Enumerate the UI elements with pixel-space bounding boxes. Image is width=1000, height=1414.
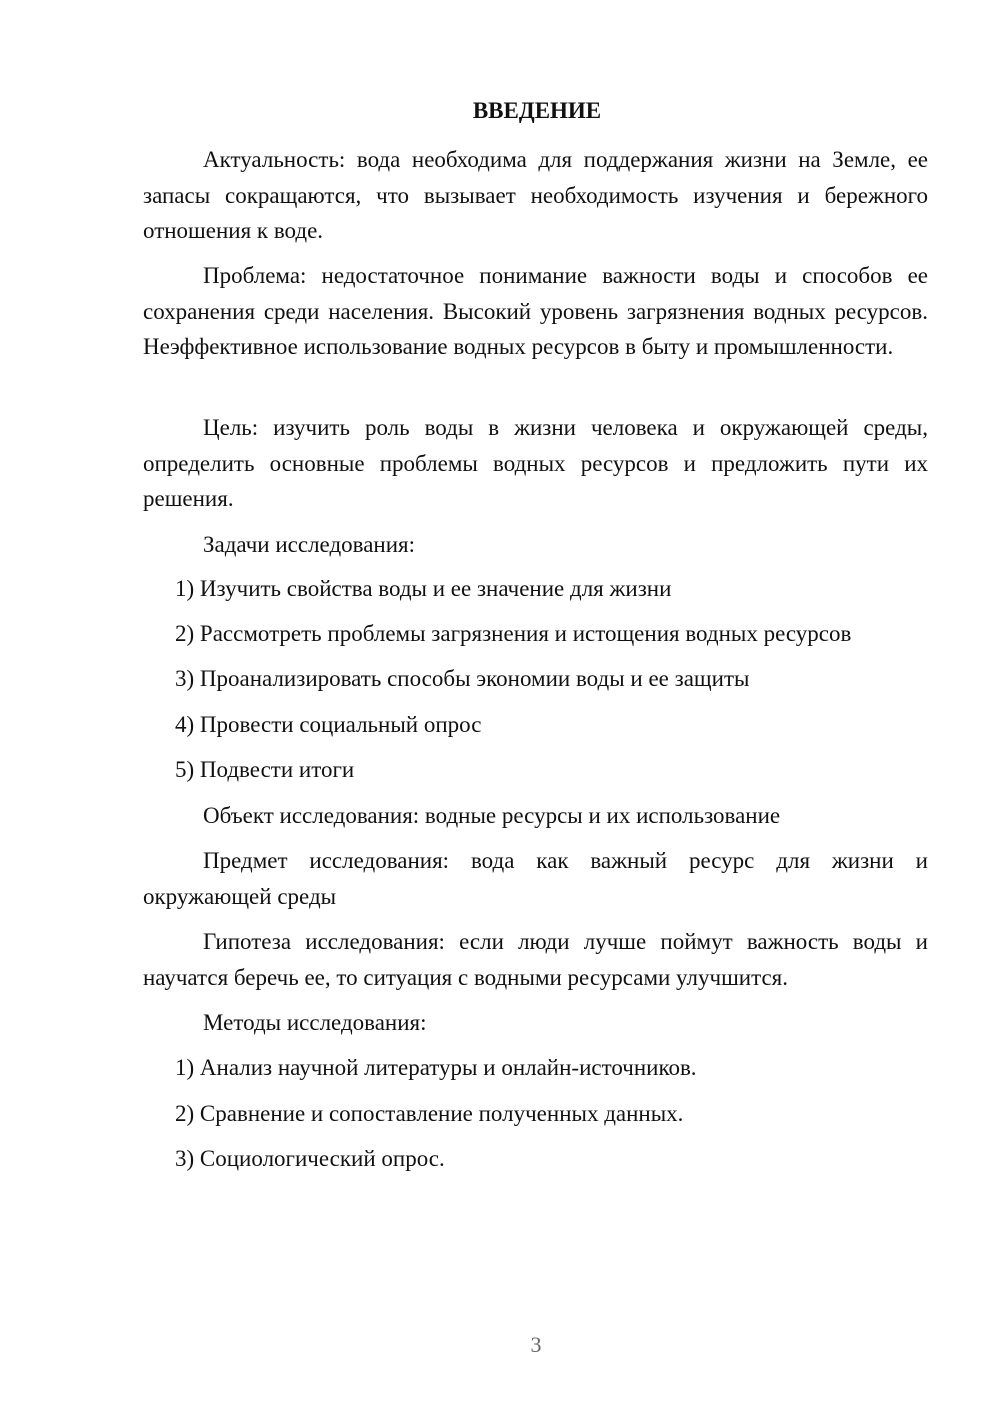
task-item: 4) Провести социальный опрос bbox=[175, 712, 482, 737]
method-item: 2) Сравнение и сопоставление полученных данных. bbox=[175, 1101, 684, 1126]
page-number: 3 bbox=[530, 1332, 542, 1357]
task-item: 2) Рассмотреть проблемы загрязнения и истощения водных ресурсов bbox=[175, 621, 852, 646]
subject-paragraph: Предмет исследования: вода как важный ресурс для жизни и окружающей среды bbox=[143, 848, 928, 909]
tasks-title: Задачи исследования: bbox=[203, 532, 416, 557]
hypothesis-paragraph: Гипотеза исследования: если люди лучше поймут важность воды и научатся беречь ее, то ситуация с водными ресурсами улучшится. bbox=[143, 929, 928, 990]
task-item: 5) Подвести итоги bbox=[175, 757, 355, 782]
task-item: 1) Изучить свойства воды и ее значение для жизни bbox=[175, 576, 672, 601]
page-heading: ВВЕДЕНИЕ bbox=[472, 98, 602, 123]
methods-title: Методы исследования: bbox=[203, 1010, 427, 1035]
problem-paragraph: Проблема: недостаточное понимание важности воды и способов ее сохранения среди населения. Высокий уровень загрязнения водных ресурсов. Неэффективное использование водных ресурсов в быту и промышленности. bbox=[143, 263, 928, 359]
method-item: 1) Анализ научной литературы и онлайн-источников. bbox=[175, 1055, 697, 1080]
relevance-paragraph: Актуальность: вода необходима для поддержания жизни на Земле, ее запасы сокращаются, что вызывает необходимость изучения и бережного отношения к воде. bbox=[143, 147, 928, 243]
object-line: Объект исследования: водные ресурсы и их использование bbox=[203, 803, 781, 828]
task-item: 3) Проанализировать способы экономии воды и ее защиты bbox=[175, 666, 750, 691]
method-item: 3) Социологический опрос. bbox=[175, 1146, 445, 1171]
goal-paragraph: Цель: изучить роль воды в жизни человека и окружающей среды, определить основные проблемы водных ресурсов и предложить пути их решения. bbox=[143, 415, 928, 511]
